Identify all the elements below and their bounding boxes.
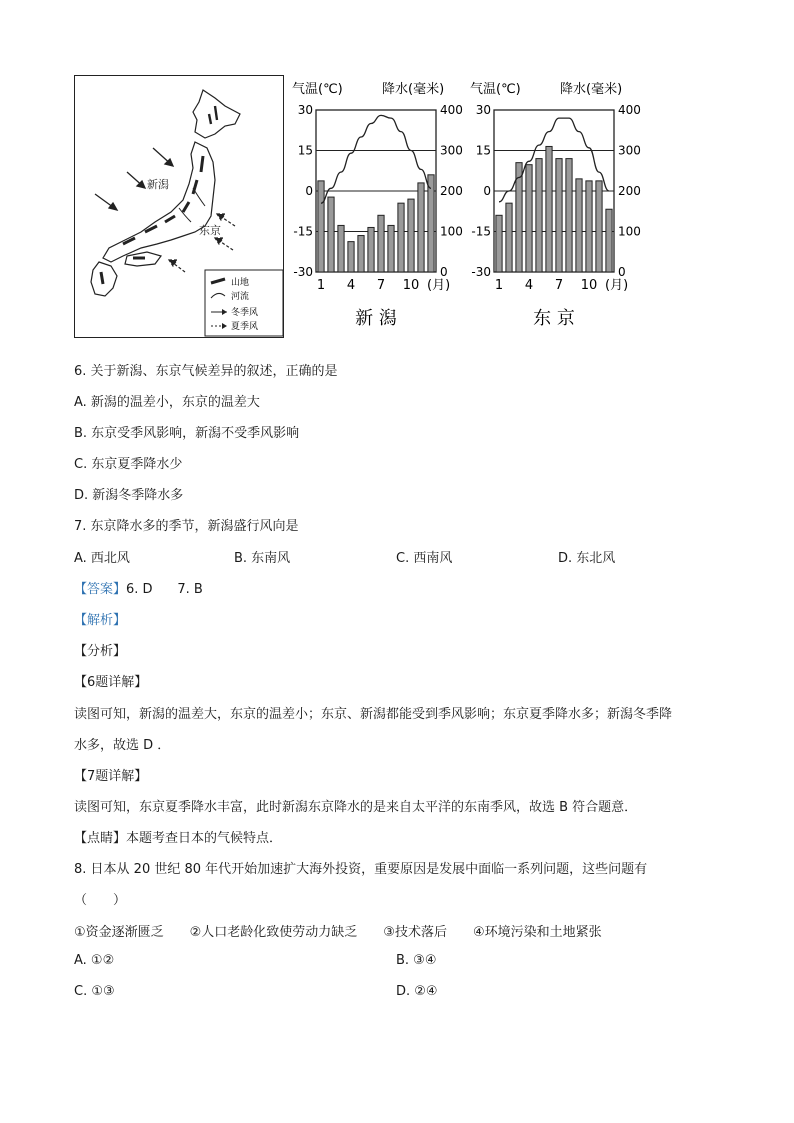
kyushu-outline <box>91 262 117 296</box>
x-tick-label: 7 <box>554 278 564 293</box>
answer-text: 6. D 7. B <box>126 582 203 597</box>
q8-option-d: D. ②④ <box>396 984 438 999</box>
niigata-label: 新潟 <box>147 178 169 191</box>
japan-map <box>74 75 284 338</box>
x-tick-label: 1 <box>494 278 504 293</box>
left-tick-label: 30 <box>475 103 491 117</box>
q6-option-d: D. 新潟冬季降水多 <box>74 488 184 503</box>
right-tick-label: 400 <box>440 103 463 117</box>
q7-option-b: B. 东南风 <box>234 551 291 566</box>
chart-title: 新 潟 <box>355 308 397 329</box>
left-tick-label: 0 <box>305 184 313 198</box>
right-tick-label: 0 <box>618 265 626 279</box>
left-tick-label: -30 <box>471 265 491 279</box>
x-tick-label: 7 <box>376 278 386 293</box>
precip-bar <box>318 181 324 272</box>
left-tick-label: 15 <box>475 143 491 158</box>
chart-title: 东 京 <box>533 308 575 329</box>
q8-stem: 8. 日本从 20 世纪 80 年代开始加速扩大海外投资，重要原因是发展中面临一系列问题，这些问题有 <box>74 862 648 877</box>
q7-detail-title: 【7题详解】 <box>74 769 148 784</box>
x-tick-label: 4 <box>346 278 356 293</box>
dianjing-label: 【点睛】 <box>74 831 127 846</box>
left-tick-label: -15 <box>471 224 491 239</box>
precip-bar <box>536 159 542 272</box>
left-axis-title: 气温(℃) <box>292 82 343 97</box>
q6-detail-line-2: 水多，故选 D ． <box>74 738 171 753</box>
legend-river: 河流 <box>231 292 250 302</box>
q6-detail-line-1: 读图可知，新潟的温差大，东京的温差小；东京、新潟都能受到季风影响；东京夏季降水多；新潟冬季降 <box>74 707 673 722</box>
precip-bar <box>378 215 384 272</box>
x-tick-label: 4 <box>524 278 534 293</box>
left-tick-label: 30 <box>297 103 313 117</box>
precip-bar <box>348 242 354 272</box>
temperature-line <box>321 115 431 203</box>
left-tick-label: 15 <box>297 143 313 158</box>
legend-mountain: 山地 <box>231 278 250 288</box>
dianjing-line <box>74 827 282 846</box>
precip-bar <box>566 159 572 272</box>
tokyo-climate-chart <box>466 75 644 343</box>
q7-option-a: A. 西北风 <box>74 551 130 566</box>
q7-detail: 读图可知，东京夏季降水丰富，此时新潟东京降水的是来自太平洋的东南季风，故选 B 符合题意． <box>74 800 638 815</box>
precip-bar <box>338 225 344 272</box>
q8-option-a: A. ①② <box>74 953 115 968</box>
legend-winter-monsoon: 冬季风 <box>231 308 259 318</box>
precip-bar <box>328 197 334 272</box>
precip-bar <box>506 203 512 272</box>
right-tick-label: 100 <box>440 224 463 239</box>
precip-bar <box>556 159 562 272</box>
precip-bar <box>606 209 612 272</box>
honshu-outline <box>103 142 215 262</box>
x-unit-label: (月) <box>427 278 451 293</box>
left-tick-label: 0 <box>483 184 491 198</box>
right-tick-label: 100 <box>618 224 641 239</box>
dianjing-text: 本题考查日本的气候特点． <box>126 831 283 846</box>
right-axis-title: 降水(毫米) <box>560 82 623 97</box>
q8-option-b: B. ③④ <box>396 953 437 968</box>
right-tick-label: 300 <box>618 143 641 158</box>
precip-bar <box>576 179 582 272</box>
q7-option-d: D. 东北风 <box>558 551 616 566</box>
q7-stem: 7. 东京降水多的季节，新潟盛行风向是 <box>74 519 299 534</box>
precip-bar <box>398 203 404 272</box>
right-tick-label: 200 <box>618 184 641 198</box>
x-tick-label: 1 <box>316 278 326 293</box>
japan-map-drawing <box>75 76 285 339</box>
precip-bar <box>368 227 374 272</box>
q6-option-a: A. 新潟的温差小，东京的温差大 <box>74 395 260 410</box>
q8-option-c: C. ①③ <box>74 984 115 999</box>
q6-detail-title: 【6题详解】 <box>74 675 148 690</box>
left-tick-label: -30 <box>293 265 313 279</box>
precip-bar <box>586 181 592 272</box>
precip-bar <box>496 215 502 272</box>
left-tick-label: -15 <box>293 224 313 239</box>
precip-bar <box>428 175 434 272</box>
right-tick-label: 400 <box>618 103 641 117</box>
analysis-label: 【解析】 <box>74 613 127 628</box>
q6-stem: 6. 关于新潟、东京气候差异的叙述，正确的是 <box>74 364 338 379</box>
answer-label: 【答案】 <box>74 582 127 597</box>
right-tick-label: 0 <box>440 265 448 279</box>
tokyo-label: 东京 <box>199 224 221 237</box>
q7-option-c: C. 西南风 <box>396 551 453 566</box>
answer-line <box>74 578 203 597</box>
left-axis-title: 气温(℃) <box>470 82 521 97</box>
q6-option-b: B. 东京受季风影响，新潟不受季风影响 <box>74 426 300 441</box>
precip-bar <box>358 236 364 272</box>
precip-bar <box>596 181 602 272</box>
precip-bar <box>388 225 394 272</box>
niigata-climate-chart <box>288 75 464 343</box>
q8-items: ①资金逐渐匮乏 ②人口老龄化致使劳动力缺乏 ③技术落后 ④环境污染和土地紧张 <box>74 925 602 940</box>
precip-bar <box>526 165 532 272</box>
right-tick-label: 200 <box>440 184 463 198</box>
precip-bar <box>408 199 414 272</box>
q8-paren: （ ） <box>74 893 127 908</box>
climate-figure <box>74 75 644 343</box>
x-tick-label: 10 <box>402 278 420 293</box>
right-tick-label: 300 <box>440 143 463 158</box>
precip-bar <box>546 146 552 272</box>
q6-option-c: C. 东京夏季降水少 <box>74 457 183 472</box>
fenxi-label: 【分析】 <box>74 644 127 659</box>
legend-summer-monsoon: 夏季风 <box>231 322 259 332</box>
x-tick-label: 10 <box>580 278 598 293</box>
map-legend <box>205 270 283 336</box>
precip-bar <box>418 183 424 272</box>
right-axis-title: 降水(毫米) <box>382 82 445 97</box>
x-unit-label: (月) <box>605 278 629 293</box>
